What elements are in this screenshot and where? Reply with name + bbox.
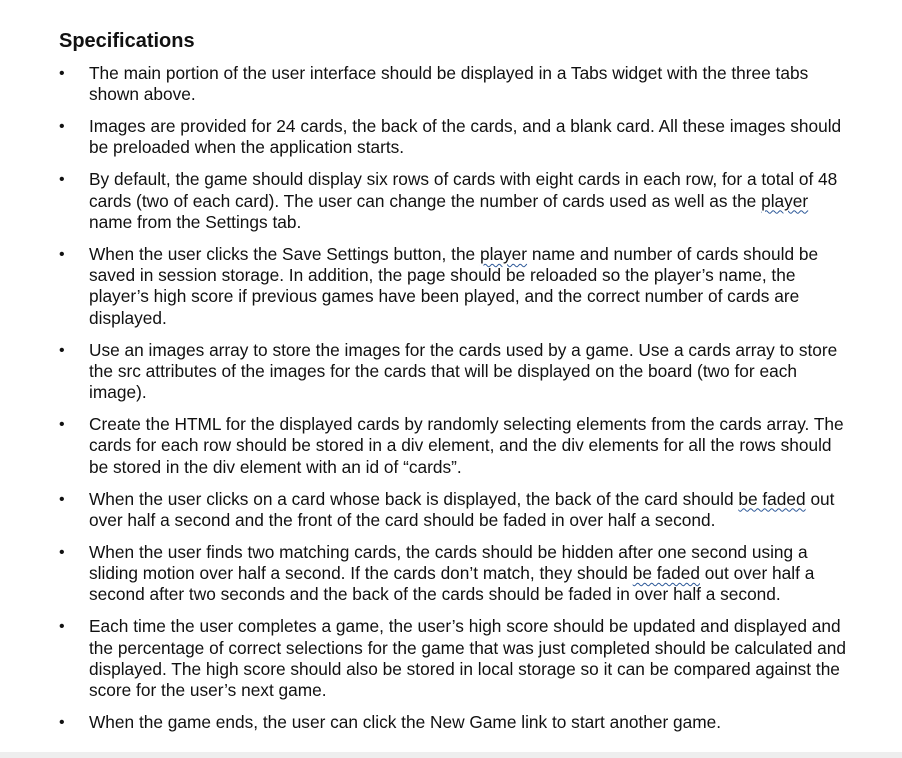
list-item [59,244,849,329]
bullet-icon: • [59,490,65,508]
bullet-icon: • [59,341,65,359]
spellcheck-flagged-word[interactable]: player [479,243,528,264]
list-item-text: Use an images array to store the images for the cards used by a game. Use a cards array to store the src attributes of the images for the cards that will be displayed on the board (two for each image). [89,339,838,403]
list-item-text: out over half a second and the front of the card should be faded in over half a second. [89,488,835,530]
list-item-text: Images are provided for 24 cards, the back of the cards, and a blank card. All these images should be preloaded when the application starts. [89,116,842,158]
bullet-icon: • [59,714,65,732]
list-item [59,489,849,532]
list-item [59,616,849,701]
spellcheck-flagged-word[interactable]: be faded [738,488,806,509]
bullet-icon: • [59,543,65,561]
list-item-text: name from the Settings tab. [89,211,302,232]
list-item-text: Create the HTML for the displayed cards by randomly selecting elements from the cards array. The cards for each row should be stored in a div element, and the div elements for all the rows should be stored in the div element with an id of “cards”. [89,414,844,477]
list-item [59,116,849,159]
list-item-text: Each time the user completes a game, the user’s high score should be updated and displayed and the percentage of correct selections for the game that was just completed should be calculated and displayed. The high score should also be stored in local storage so it can be compared against the score for the user’s next game. [89,616,846,701]
spellcheck-flagged-word[interactable]: be faded [632,563,700,584]
list-item [59,63,849,106]
list-item-text: The main portion of the user interface should be displayed in a Tabs widget with the three tabs shown above. [89,63,809,105]
list-item-text: When the user finds two matching cards, the cards should be hidden after one second using a sliding motion over half a second. If the cards don’t match, they should [89,541,808,584]
bullet-icon: • [59,416,65,434]
list-item [59,169,849,233]
bullet-icon: • [59,618,65,636]
specifications-list [59,63,849,744]
bullet-icon: • [59,65,65,82]
list-item [59,712,849,733]
bullet-icon: • [59,245,65,263]
bullet-icon: • [59,118,65,136]
section-heading: Specifications [59,30,195,52]
list-item-text: name and number of cards should be saved in session storage. In addition, the page should be reloaded so the player’s name, the player’s high score if previous games have been played, and the correct number of cards are displayed. [89,243,819,328]
list-item-text: By default, the game should display six rows of cards with eight cards in each row, for a total of 48 cards (two of each card). The user can change the number of cards used as well as the [89,169,838,211]
list-item [59,414,849,478]
list-item-text: out over half a second after two seconds and the back of the cards should be faded in over half a second. [89,563,815,605]
list-item-text: When the game ends, the user can click the New Game link to start another game. [89,712,722,733]
list-item [59,340,849,404]
list-item [59,542,849,606]
page-bottom-edge [0,752,902,758]
bullet-icon: • [59,171,65,189]
list-item-text: When the user clicks the Save Settings button, the [89,243,480,264]
list-item-text: When the user clicks on a card whose back is displayed, the back of the card should [89,488,739,509]
spellcheck-flagged-word[interactable]: player [761,190,809,211]
